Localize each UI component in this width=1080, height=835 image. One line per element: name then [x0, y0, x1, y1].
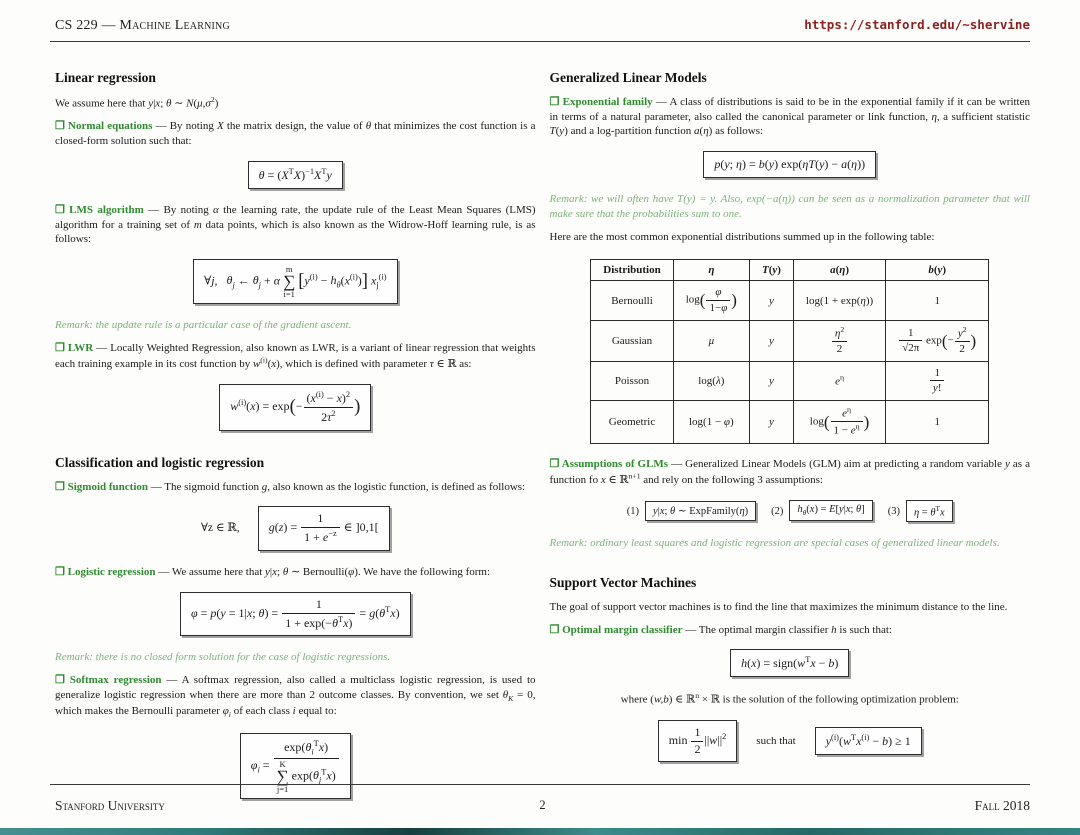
footer-page-number: 2	[539, 798, 546, 812]
assumption-formula-2: $h_\theta(x) = E[y|x$; θ]	[789, 500, 872, 521]
section-heading-svm: Support Vector Machines	[549, 574, 697, 590]
footer-institution: Stanford University	[55, 798, 165, 813]
optimal-margin-formula: $h(x) = sign(w^Tx - b)$	[730, 649, 849, 677]
exponential-family-paragraph	[550, 95, 1031, 139]
section-heading-classification: Classification and logistic regression	[55, 454, 265, 470]
normal-equations-formula: $\theta = (X^TX)^{-1}X^Ty$	[248, 161, 343, 189]
table-header-distribution: Distribution	[591, 260, 673, 281]
optimal-margin-text: — The optimal margin classifier h is such that:	[682, 623, 892, 636]
table-cell: y	[749, 320, 793, 361]
table-header-row	[591, 260, 989, 281]
table-cell: $\frac{\eta^2}{2}$	[793, 320, 885, 361]
exponential-family-formula: p(y; η) = b(y) exp(ηT(y) − a(η))	[703, 151, 876, 178]
softmax-formula-row	[55, 733, 536, 799]
logistic-term: ❒ Logistic regression	[55, 565, 156, 578]
table-cell: log(λ)	[673, 361, 749, 400]
normal-equations-formula-row	[55, 161, 536, 189]
exponential-family-term: ❒ Exponential family	[549, 96, 653, 108]
lms-term: ❒ LMS algorithm	[55, 203, 144, 216]
sigmoid-formula: g(z) = $\frac{1}{1 + e^{-z}}$ ∈ ]0,1[	[258, 506, 390, 551]
table-cell: μ	[673, 320, 749, 361]
table-cell: Bernoulli	[591, 281, 673, 320]
logistic-formula-row	[55, 592, 536, 637]
bottom-strip	[0, 828, 1080, 835]
table-cell: y	[749, 281, 793, 320]
table-header-ty: T(y)	[749, 260, 793, 281]
logistic-remark: Remark: there is no closed form solution for the case of logistic regressions.	[55, 651, 391, 664]
table-cell: y	[749, 400, 793, 443]
linear-regression-intro: We assume here that y|x; θ ∼ $N(\mu,\sigma^2)$	[55, 95, 219, 110]
author-url-link[interactable]: https://stanford.edu/~shervine	[804, 17, 1030, 32]
exponential-family-text: — A class of distributions is said to be in the exponential family if it can be written in terms of a natural parameter, also called the canonical parameter or link function, η, a sufficient statistic T(y) and a log-partition function a(η) as follows:	[549, 96, 1030, 138]
assumption-formula-1: y|x; θ ∼ ExpFamily(η)	[645, 501, 756, 521]
logistic-formula: φ = p(y = 1|x; θ) = $\frac{1}{1 + \exp(-\theta^Tx)}$ = $g(\theta^Tx)$	[180, 592, 411, 637]
optimal-margin-term: ❒ Optimal margin classifier	[549, 623, 683, 636]
glm-assumptions-row	[550, 500, 1031, 523]
softmax-paragraph	[55, 673, 536, 721]
lwr-formula: $w^{(i)}(x) = \exp(-$ $\frac{(x^{(i)} - x)^2}{2\tau^2}$ )	[219, 384, 371, 431]
page-footer	[55, 798, 1030, 814]
left-column	[55, 58, 536, 813]
svm-where-text: where (w,b) ∈ ℝ$^n$ × ℝ is the solution of the following optimization problem:	[620, 691, 959, 706]
glm-assumptions-text: — Generalized Linear Models (GLM) aim at predicting a random variable y as a function fo x ∈ ℝ$^{n+1}$ and rely on the following 3 assumptions:	[549, 457, 1030, 486]
lwr-term: ❒ LWR	[55, 341, 94, 354]
table-cell: $e^\eta$	[793, 361, 885, 400]
sigmoid-term: ❒ Sigmoid function	[55, 480, 148, 493]
table-cell: log(1 + exp(η))	[793, 281, 885, 320]
normal-equations-text: — By noting X the matrix design, the value of θ that minimizes the cost function is a closed-form solution such that:	[55, 120, 536, 148]
svm-min-formula: min $\frac{1}{2}$ $||w||^2$	[658, 720, 738, 763]
table-cell: y	[749, 361, 793, 400]
svm-intro: The goal of support vector machines is to find the line that maximizes the minimum distance to the line.	[549, 600, 1008, 613]
lms-formula: ∀j, $\theta_j$ ← $\theta_j + \alpha$ m ∑ i=1 $[y^{(i)} - h_\theta(x^{(i)})]$ $x_j^{(i)}$	[193, 259, 398, 304]
sigmoid-paragraph	[55, 480, 536, 495]
logistic-paragraph	[55, 565, 536, 580]
table-intro: Here are the most common exponential distributions summed up in the following table:	[549, 230, 935, 243]
sigmoid-text: — The sigmoid function g, also known as the logistic function, is defined as follows:	[148, 480, 526, 493]
section-heading-glm: Generalized Linear Models	[549, 70, 707, 85]
table-cell: $\frac{1}{√2\pi}$ exp(− $\frac{y^2}{2}$ )	[886, 320, 989, 361]
distributions-table	[590, 259, 989, 443]
table-header-aeta: a(η)	[793, 260, 885, 281]
table-cell: log( $\frac{\varphi}{1-\varphi}$ )	[673, 281, 749, 320]
glm-assumptions-term: ❒ Assumptions of GLMs	[549, 457, 669, 470]
table-cell: $\frac{1}{y!}$	[886, 361, 989, 400]
table-row-gaussian	[591, 320, 989, 361]
assumption-formula-3: $\eta = \theta^Tx$	[906, 500, 953, 523]
page-header	[55, 17, 1030, 34]
content-columns	[55, 58, 1030, 813]
lms-formula-row	[55, 259, 536, 304]
section-heading-linear-regression: Linear regression	[55, 70, 156, 85]
normal-equations-paragraph	[55, 119, 536, 148]
footer-term: Fall 2018	[974, 798, 1030, 813]
footer-rule	[50, 784, 1030, 785]
softmax-formula: $\varphi_i$ = $\exp(\theta_i^Tx)$ K ∑ j=1 $\exp(\theta_j^Tx)$	[240, 733, 351, 799]
optimal-margin-paragraph	[550, 623, 1031, 638]
assumption-label-2: (2)	[771, 505, 784, 517]
right-column	[550, 58, 1031, 776]
optimal-margin-formula-row	[550, 649, 1031, 677]
svm-constraint-formula: $y^{(i)}(w^Tx^{(i)} - b) \ge 1$	[815, 727, 922, 755]
svm-optimization-row	[550, 720, 1031, 763]
lwr-formula-row	[55, 384, 536, 431]
softmax-text: — A softmax regression, also called a multiclass logistic regression, is used to generalize logistic regression when there are more than 2 outcome classes. By convention, we set $\theta_K = 0$, which makes the Bernoulli parameter $\varphi_i$ of each class i equal to:	[55, 674, 536, 720]
course-title: CS 229 — Machine Learning	[55, 18, 230, 33]
logistic-text: — We assume here that y|x; θ ∼ Bernoulli(φ). We have the following form:	[155, 565, 491, 578]
table-header-eta: η	[673, 260, 749, 281]
such-that-text: such that	[756, 734, 796, 747]
table-cell: 1	[886, 400, 989, 443]
table-cell: Gaussian	[591, 320, 673, 361]
header-rule	[50, 41, 1030, 42]
table-row-bernoulli	[591, 281, 989, 320]
lwr-paragraph	[55, 341, 536, 372]
exponential-family-remark: Remark: we will often have T(y) = y. Also, exp(−a(η)) can be seen as a normalization parameter that will make sure that the probabilities sum to one.	[549, 193, 1030, 220]
assumption-label-3: (3)	[887, 505, 900, 517]
glm-assumptions-paragraph	[550, 457, 1031, 488]
softmax-term: ❒ Softmax regression	[55, 674, 162, 687]
table-cell: Poisson	[591, 361, 673, 400]
lms-remark: Remark: the update rule is a particular case of the gradient ascent.	[55, 319, 352, 332]
glm-remark: Remark: ordinary least squares and logistic regression are special cases of generalized linear models.	[549, 537, 1000, 550]
table-cell: log( $\frac{e^\eta}{1 - e^\eta}$ )	[793, 400, 885, 443]
sigmoid-quantifier: ∀z ∈ ℝ,	[200, 522, 240, 535]
lwr-text: — Locally Weighted Regression, also known as LWR, is a variant of linear regression that weights each training example in its cost function by $w^{(i)}(x)$, which is defined with parameter τ ∈ ℝ as:	[55, 341, 536, 371]
sigmoid-formula-row	[55, 506, 536, 551]
table-cell: log(1 − φ)	[673, 400, 749, 443]
table-row-geometric	[591, 400, 989, 443]
lms-paragraph	[55, 203, 536, 247]
table-cell: 1	[886, 281, 989, 320]
table-header-by: b(y)	[886, 260, 989, 281]
table-cell: Geometric	[591, 400, 673, 443]
normal-equations-term: ❒ Normal equations	[55, 120, 153, 133]
exponential-family-formula-row	[550, 151, 1031, 178]
lms-text: — By noting α the learning rate, the update rule of the Least Mean Squares (LMS) algorithm for a training set of m data points, which is also known as the Widrow-Hoff learning rule, is as follows:	[55, 203, 536, 246]
assumption-label-1: (1)	[626, 505, 640, 517]
table-row-poisson	[591, 361, 989, 400]
